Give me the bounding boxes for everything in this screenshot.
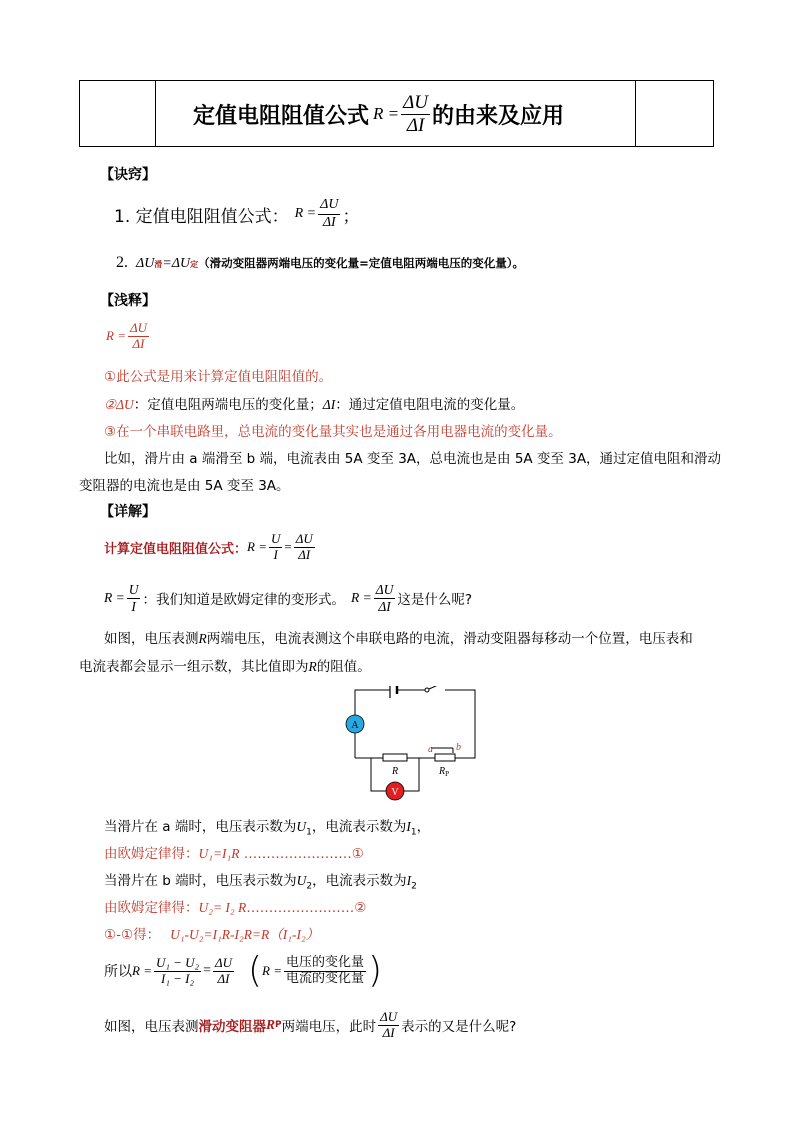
a-end-text-b: ，电流表示数为: [311, 819, 407, 835]
note2-di-desc: ：通过定值电阻电流的变化量。: [335, 397, 525, 413]
tip-2-num: 2.: [116, 254, 128, 271]
calc-eq: =: [284, 539, 292, 554]
last-fraction: [378, 1010, 399, 1041]
brief-formula: [106, 316, 151, 356]
ohm-den: I: [131, 598, 136, 614]
last-line: [104, 1005, 516, 1045]
paren-close: ): [368, 950, 383, 991]
last-c: 两端电压，此时: [281, 1019, 377, 1035]
b-end-u-sub: 2: [306, 881, 313, 892]
tip-1-end: ；: [342, 206, 360, 227]
brief-lhs: R =: [106, 328, 126, 343]
ohm2-dots: ……………………②: [246, 900, 367, 916]
sub-eq: U₁-U₂=I₁R-I₂R=R（I₁-I₂）: [170, 927, 320, 942]
tip-1-label: 1. 定值电阻阻值公式：: [114, 206, 289, 227]
note2-di: ΔI: [322, 397, 336, 412]
title-formula-lhs: R =: [373, 104, 400, 123]
tip-1-lhs: R =: [294, 206, 317, 221]
calc-f2-den: ΔI: [298, 546, 311, 562]
ohm1-eq: U₁=I₁R: [198, 846, 240, 861]
para2-b: 的阻值。: [316, 659, 371, 675]
rheostat-label-sub: P: [445, 770, 450, 778]
a-end-u: U: [296, 819, 307, 834]
subtract-line: [104, 923, 319, 943]
tip-2-text: （滑动变阻器两端电压的变化量=定值电阻两端电压的变化量）。: [198, 256, 524, 270]
a-end-i-sub: 1: [410, 827, 417, 838]
so-frac-2: [213, 956, 234, 987]
title-fraction: [401, 92, 430, 137]
calc-f2-num: ΔU: [295, 530, 313, 546]
tip-2-b-sub: 定: [190, 260, 199, 269]
q-den: ΔI: [378, 598, 391, 614]
ammeter-label: A: [351, 720, 359, 731]
paren-num: 电压的变化量: [286, 954, 365, 970]
b-end-text-a: 当滑片在 b 端时，电压表示数为: [104, 873, 297, 889]
section-xiangjie: 【详解】: [100, 504, 156, 520]
title-frac-num: ΔU: [403, 91, 428, 113]
so-f2-den: ΔI: [217, 970, 230, 986]
tip-item-1: [114, 193, 359, 235]
calc-frac-1: [269, 532, 282, 563]
a-end-u-sub: 1: [306, 827, 312, 838]
note2-du-desc: ：定值电阻两端电压的变化量；: [133, 397, 323, 413]
a-end-text-a: 当滑片在 a 端时，电压表示数为: [104, 819, 297, 835]
b-end-u: U: [296, 873, 307, 888]
ohm-num: U: [128, 581, 139, 597]
last-rp: R: [266, 1017, 276, 1032]
q-fraction: [374, 582, 396, 614]
paren-fraction: [284, 956, 366, 987]
resistor-r-label: R: [391, 766, 399, 777]
detail-para-line1: [104, 627, 693, 647]
section-qianshi: 【浅释】: [100, 293, 156, 309]
so-text: 所以: [104, 964, 132, 980]
page-title: [193, 88, 564, 140]
note2-du: ②ΔU: [104, 397, 134, 412]
ohm1-line: [104, 842, 364, 862]
paren-den: 电流的变化量: [286, 970, 365, 986]
detail-para-line2: [79, 655, 371, 675]
brief-note-3: ③在一个串联电路里，总电流的变化量其实也是通过各用电器电流的变化量。: [104, 424, 562, 440]
so-lhs: R =: [132, 963, 152, 978]
calc-lhs: R =: [247, 539, 267, 554]
wire-rheostat-right: [455, 754, 475, 758]
a-end-text-c: ，: [416, 819, 431, 835]
brief-para-line1: 比如，滑片由 a 端滑至 b 端，电流表由 5A 变至 3A，总电流也是由 5A 变至 3A，通过定值电阻和滑动: [104, 451, 722, 467]
end-b-label: b: [456, 742, 461, 753]
b-end-i: I: [406, 873, 412, 888]
wire-v-left: [371, 758, 386, 791]
ohm-lhs: R =: [104, 590, 125, 605]
ohm2-line: [104, 896, 366, 916]
sub-text: ①-①得：: [104, 927, 161, 943]
last-a: 如图，电压表测: [104, 1019, 199, 1035]
voltmeter-label: V: [391, 787, 399, 798]
so-f1-num: U₁ − U₂: [155, 954, 200, 970]
calc-label: 计算定值电阻阻值公式：: [104, 541, 248, 557]
tip-item-2: [116, 254, 524, 272]
brief-den: ΔI: [132, 335, 145, 351]
brief-num: ΔU: [129, 319, 147, 335]
tip-2-a-sub: 滑: [154, 260, 163, 269]
tip-2-a: ΔU: [136, 256, 155, 271]
ohm2-eq: U₂= I₂ R: [198, 900, 247, 915]
tip-1-fraction: [318, 197, 340, 230]
so-eq: =: [203, 963, 211, 978]
calc-frac-2: [294, 532, 315, 563]
brief-para-line2: 变阻器的电流也是由 5A 变至 3A。: [79, 478, 290, 494]
para2-a: 电流表都会显示一组示数，其比值即为: [79, 659, 309, 675]
detail-ohm-line: [104, 577, 472, 619]
last-b: 滑动变阻器: [198, 1019, 266, 1035]
rheostat-label-r: R: [439, 766, 446, 777]
para1-b: 两端电压，电流表测这个串联电路的电流，滑动变阻器每移动一个位置，电压表和: [206, 631, 693, 647]
detail-calc-formula: [104, 527, 317, 567]
title-frac-den: ΔI: [406, 114, 425, 136]
paren-lhs: R =: [262, 963, 283, 978]
ohm1-text: 由欧姆定律得：: [104, 846, 199, 862]
section-jueqiao: 【诀窍】: [100, 167, 156, 183]
a-end-i: I: [406, 819, 411, 834]
ohm-fraction: [127, 582, 141, 614]
so-f2-num: ΔU: [214, 954, 232, 970]
wire-v-right: [404, 758, 419, 791]
q-text: 这是什么呢?: [397, 592, 473, 608]
ohm2-text: 由欧姆定律得：: [104, 900, 199, 916]
para1-r: R: [198, 631, 207, 646]
calc-f1-den: I: [273, 546, 278, 562]
title-suffix: 的由来及应用: [432, 103, 565, 129]
so-frac-1: [154, 956, 201, 987]
para1-a: 如图，电压表测: [104, 631, 199, 647]
brief-note-1: ①此公式是用来计算定值电阻阻值的。: [104, 369, 333, 385]
b-end-text-b: ，电流表示数为: [312, 873, 407, 889]
tip-2-eq: =ΔU: [162, 256, 191, 271]
b-end-line: [104, 869, 417, 892]
q-num: ΔU: [375, 581, 394, 597]
brief-fraction: [128, 321, 149, 352]
ohm1-dots: ……………………①: [239, 846, 364, 862]
a-end-line: [104, 815, 430, 838]
tip-1-num: ΔU: [318, 197, 340, 214]
para2-r: R: [308, 659, 317, 674]
title-prefix: 定值电阻阻值公式: [193, 103, 370, 129]
brief-note-2: [104, 393, 524, 413]
switch-lever: [429, 686, 445, 689]
so-f1-den: I₁ − I₂: [161, 970, 194, 986]
so-line: [104, 948, 382, 994]
last-rp-sub: P: [275, 1020, 282, 1030]
rheostat-label: [438, 766, 449, 778]
last-num: ΔU: [380, 1008, 398, 1024]
calc-f1-num: U: [270, 530, 281, 546]
switch-pivot: [425, 688, 429, 692]
paren-open: (: [248, 950, 263, 991]
title-left-cell: [80, 81, 156, 146]
ohm-text: ：我们知道是欧姆定律的变形式。: [142, 592, 345, 608]
b-end-i-sub: 2: [411, 881, 417, 892]
tip-1-den: ΔI: [322, 214, 336, 230]
q-lhs: R =: [350, 590, 372, 605]
resistor-r: [383, 754, 407, 761]
end-a-label: a: [428, 744, 433, 755]
last-d: 表示的又是什么呢?: [401, 1019, 517, 1035]
circuit-diagram: [345, 686, 480, 802]
rheostat: [435, 754, 455, 761]
last-den: ΔI: [382, 1024, 395, 1040]
